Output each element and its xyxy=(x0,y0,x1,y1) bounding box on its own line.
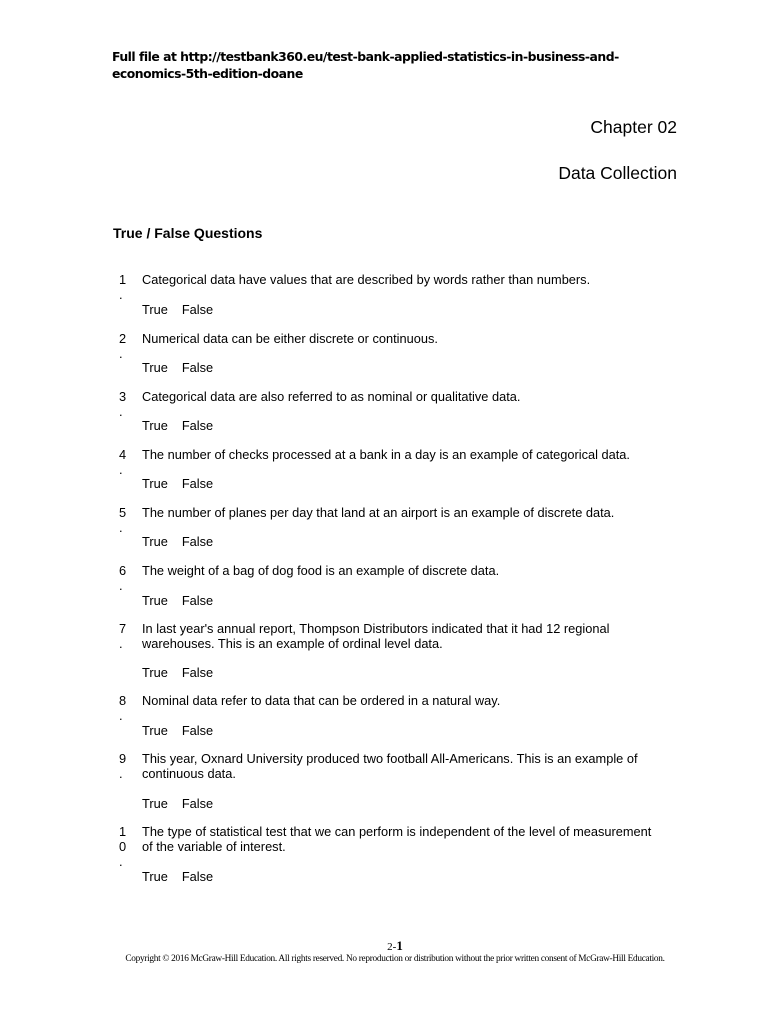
question-text: Nominal data refer to data that can be ordered in a natural way. xyxy=(142,693,501,708)
question-number: 1 . xyxy=(119,272,127,302)
choice-true[interactable]: True xyxy=(142,476,168,491)
choice-false[interactable]: False xyxy=(181,723,214,738)
source-note: Full file at http://testbank360.eu/test-bank-applied-statistics-in-business-and-economics-5th-edition-doane xyxy=(112,49,619,81)
choice-false[interactable]: False xyxy=(181,869,214,884)
question-number: 6 . xyxy=(119,563,127,593)
question-text: The number of checks processed at a bank in a day is an example of categorical data. xyxy=(142,447,630,462)
question-text: The number of planes per day that land at an airport is an example of discrete data. xyxy=(142,505,615,520)
choice-true[interactable]: True xyxy=(142,418,168,433)
choice-true[interactable]: True xyxy=(142,534,168,549)
answer-choices xyxy=(142,302,227,317)
question-text: In last year's annual report, Thompson Distributors indicated that it had 12 regional warehouses. This is an example of ordinal level data. xyxy=(142,621,610,651)
choice-true[interactable]: True xyxy=(142,723,168,738)
chapter-subtitle: Data Collection xyxy=(558,163,677,183)
question-number: 9 . xyxy=(119,751,127,781)
choice-false[interactable]: False xyxy=(181,476,214,491)
page-number xyxy=(0,938,768,954)
question-text: Categorical data have values that are described by words rather than numbers. xyxy=(142,272,591,287)
question-text: This year, Oxnard University produced two football All-Americans. This is an example of continuous data. xyxy=(142,751,638,781)
choice-true[interactable]: True xyxy=(142,869,168,884)
choice-false[interactable]: False xyxy=(181,796,214,811)
question-number: 10 . xyxy=(119,824,127,869)
answer-choices xyxy=(142,665,227,680)
choice-false[interactable]: False xyxy=(181,593,214,608)
question-number: 4 . xyxy=(119,447,127,477)
copyright-notice: Copyright © 2016 McGraw-Hill Education. All rights reserved. No reproduction or distribution without the prior written consent of McGraw-Hill Education. xyxy=(125,954,665,964)
choice-false[interactable]: False xyxy=(181,302,214,317)
page-prefix: 2- xyxy=(387,941,397,953)
page-number-value: 1 xyxy=(396,938,403,953)
question-number: 2 . xyxy=(119,331,127,361)
choice-true[interactable]: True xyxy=(142,665,168,680)
question-number: 8 . xyxy=(119,693,127,723)
choice-true[interactable]: True xyxy=(142,302,168,317)
question-text: The type of statistical test that we can perform is independent of the level of measurement of the variable of interest. xyxy=(142,824,652,854)
answer-choices xyxy=(142,418,227,433)
section-heading: True / False Questions xyxy=(113,225,263,241)
answer-choices xyxy=(142,723,227,738)
question-number: 3 . xyxy=(119,389,127,419)
choice-false[interactable]: False xyxy=(181,360,214,375)
answer-choices xyxy=(142,796,227,811)
choice-true[interactable]: True xyxy=(142,360,168,375)
question-number: 5 . xyxy=(119,505,127,535)
choice-false[interactable]: False xyxy=(181,665,214,680)
answer-choices xyxy=(142,593,227,608)
choice-false[interactable]: False xyxy=(181,418,214,433)
chapter-title: Chapter 02 xyxy=(590,117,677,137)
question-text: The weight of a bag of dog food is an example of discrete data. xyxy=(142,563,500,578)
choice-false[interactable]: False xyxy=(181,534,214,549)
question-number: 7 . xyxy=(119,621,127,651)
answer-choices xyxy=(142,869,227,884)
answer-choices xyxy=(142,476,227,491)
question-text: Categorical data are also referred to as nominal or qualitative data. xyxy=(142,389,521,404)
choice-true[interactable]: True xyxy=(142,593,168,608)
answer-choices xyxy=(142,360,227,375)
question-text: Numerical data can be either discrete or continuous. xyxy=(142,331,438,346)
answer-choices xyxy=(142,534,227,549)
question-number-digits: 10 xyxy=(119,824,127,854)
choice-true[interactable]: True xyxy=(142,796,168,811)
